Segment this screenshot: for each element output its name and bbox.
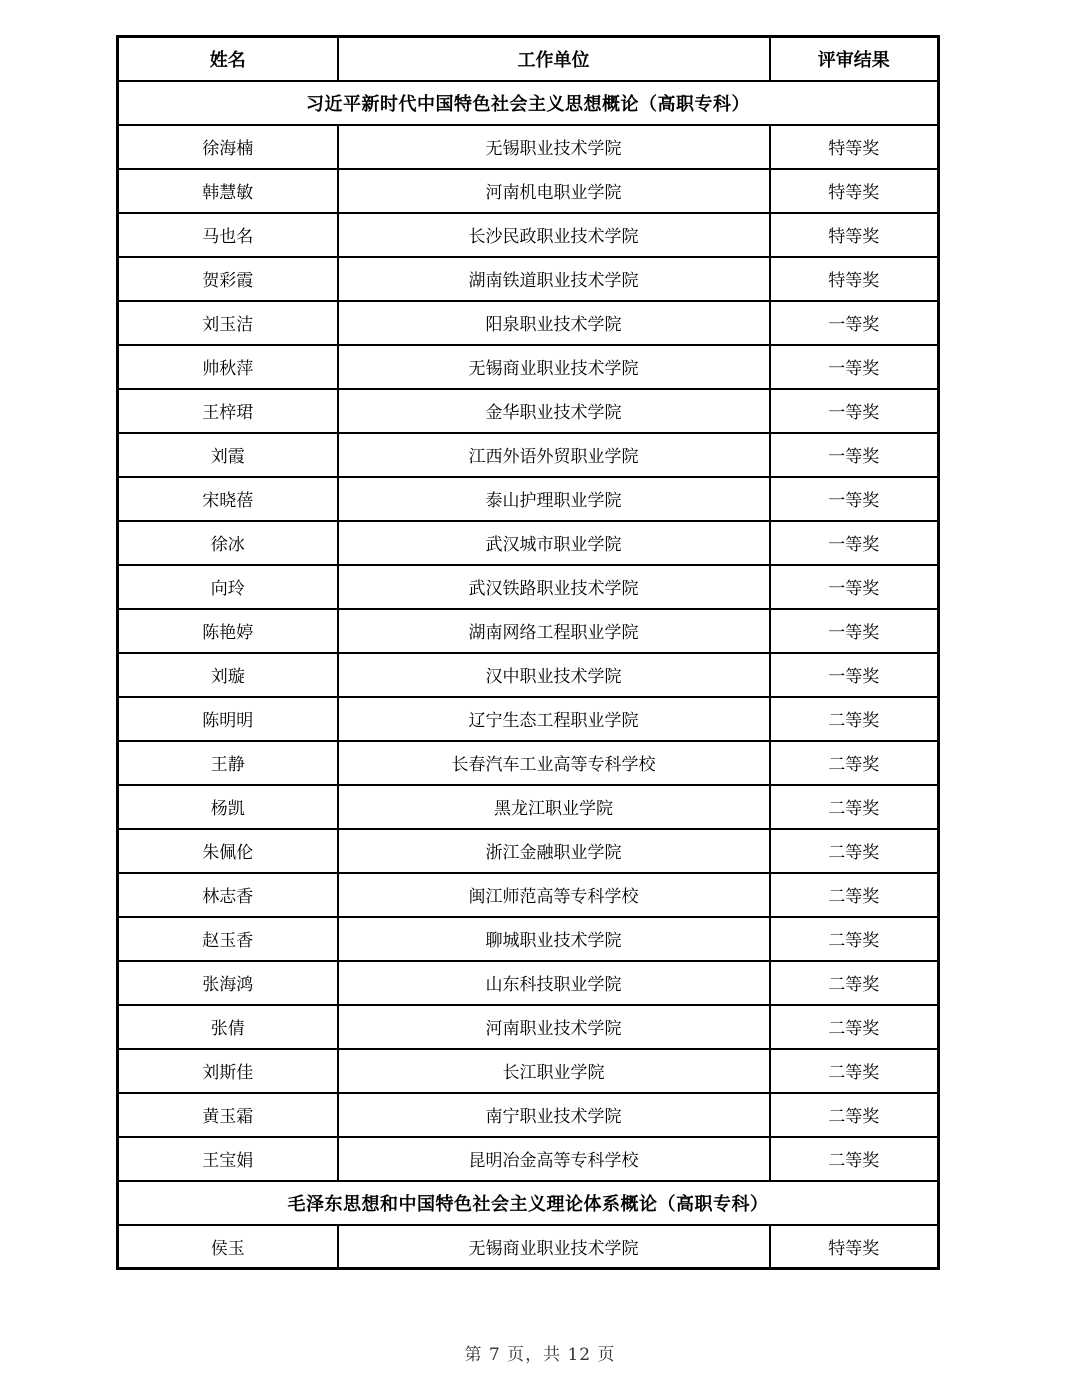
table-row (118, 829, 939, 873)
cell-name: 张倩 (118, 1005, 338, 1049)
cell-work-unit: 黑龙江职业学院 (338, 785, 770, 829)
cell-work-unit: 山东科技职业学院 (338, 961, 770, 1005)
cell-name: 杨凯 (118, 785, 338, 829)
table-row (118, 213, 939, 257)
table-row (118, 521, 939, 565)
table-row (118, 345, 939, 389)
cell-review-result: 二等奖 (770, 917, 939, 961)
cell-name: 贺彩霞 (118, 257, 338, 301)
cell-name: 宋晓蓓 (118, 477, 338, 521)
table-row (118, 1093, 939, 1137)
cell-work-unit: 无锡职业技术学院 (338, 125, 770, 169)
cell-work-unit: 聊城职业技术学院 (338, 917, 770, 961)
cell-work-unit: 浙江金融职业学院 (338, 829, 770, 873)
cell-name: 马也名 (118, 213, 338, 257)
cell-review-result: 一等奖 (770, 653, 939, 697)
cell-name: 刘玉洁 (118, 301, 338, 345)
cell-name: 朱佩伦 (118, 829, 338, 873)
cell-name: 侯玉 (118, 1225, 338, 1269)
table-row (118, 609, 939, 653)
cell-review-result: 特等奖 (770, 125, 939, 169)
cell-work-unit: 湖南铁道职业技术学院 (338, 257, 770, 301)
cell-work-unit: 长沙民政职业技术学院 (338, 213, 770, 257)
table-row (118, 653, 939, 697)
cell-review-result: 特等奖 (770, 1225, 939, 1269)
table-row (118, 565, 939, 609)
cell-review-result: 二等奖 (770, 1137, 939, 1181)
cell-name: 刘璇 (118, 653, 338, 697)
cell-name: 王静 (118, 741, 338, 785)
table-row (118, 257, 939, 301)
table-row (118, 1049, 939, 1093)
cell-review-result: 一等奖 (770, 389, 939, 433)
table-header-row (118, 37, 939, 81)
section-header-row (118, 1181, 939, 1225)
cell-name: 徐冰 (118, 521, 338, 565)
table-row (118, 125, 939, 169)
cell-name: 刘斯佳 (118, 1049, 338, 1093)
cell-name: 王梓珺 (118, 389, 338, 433)
cell-review-result: 二等奖 (770, 741, 939, 785)
cell-work-unit: 湖南网络工程职业学院 (338, 609, 770, 653)
cell-name: 徐海楠 (118, 125, 338, 169)
cell-work-unit: 闽江师范高等专科学校 (338, 873, 770, 917)
table-row (118, 917, 939, 961)
column-header-work-unit: 工作单位 (338, 37, 770, 81)
cell-name: 黄玉霜 (118, 1093, 338, 1137)
cell-name: 向玲 (118, 565, 338, 609)
cell-name: 韩慧敏 (118, 169, 338, 213)
section-title: 习近平新时代中国特色社会主义思想概论（高职专科） (118, 81, 939, 125)
cell-review-result: 二等奖 (770, 1005, 939, 1049)
table-row (118, 785, 939, 829)
table-row (118, 433, 939, 477)
column-header-review-result: 评审结果 (770, 37, 939, 81)
cell-work-unit: 昆明冶金高等专科学校 (338, 1137, 770, 1181)
cell-name: 王宝娟 (118, 1137, 338, 1181)
cell-review-result: 二等奖 (770, 785, 939, 829)
cell-review-result: 一等奖 (770, 609, 939, 653)
cell-work-unit: 金华职业技术学院 (338, 389, 770, 433)
column-header-name: 姓名 (118, 37, 338, 81)
table-row (118, 741, 939, 785)
table-row (118, 169, 939, 213)
cell-name: 陈明明 (118, 697, 338, 741)
cell-work-unit: 河南职业技术学院 (338, 1005, 770, 1049)
table-row (118, 301, 939, 345)
award-results-table (116, 35, 940, 1270)
cell-work-unit: 汉中职业技术学院 (338, 653, 770, 697)
cell-name: 张海鸿 (118, 961, 338, 1005)
page-number-footer: 第 7 页，共 12 页 (464, 1345, 616, 1365)
cell-work-unit: 长江职业学院 (338, 1049, 770, 1093)
cell-review-result: 二等奖 (770, 697, 939, 741)
cell-work-unit: 河南机电职业学院 (338, 169, 770, 213)
cell-work-unit: 南宁职业技术学院 (338, 1093, 770, 1137)
cell-review-result: 二等奖 (770, 1049, 939, 1093)
table-row (118, 1137, 939, 1181)
cell-review-result: 特等奖 (770, 257, 939, 301)
cell-review-result: 一等奖 (770, 565, 939, 609)
cell-name: 林志香 (118, 873, 338, 917)
cell-name: 帅秋萍 (118, 345, 338, 389)
cell-review-result: 特等奖 (770, 213, 939, 257)
cell-work-unit: 武汉铁路职业技术学院 (338, 565, 770, 609)
cell-work-unit: 泰山护理职业学院 (338, 477, 770, 521)
cell-work-unit: 武汉城市职业学院 (338, 521, 770, 565)
cell-work-unit: 辽宁生态工程职业学院 (338, 697, 770, 741)
cell-review-result: 二等奖 (770, 829, 939, 873)
cell-review-result: 二等奖 (770, 873, 939, 917)
cell-review-result: 一等奖 (770, 433, 939, 477)
cell-name: 赵玉香 (118, 917, 338, 961)
cell-work-unit: 江西外语外贸职业学院 (338, 433, 770, 477)
cell-review-result: 二等奖 (770, 961, 939, 1005)
table-row (118, 1005, 939, 1049)
table-row (118, 1225, 939, 1269)
cell-work-unit: 阳泉职业技术学院 (338, 301, 770, 345)
cell-work-unit: 无锡商业职业技术学院 (338, 1225, 770, 1269)
cell-work-unit: 无锡商业职业技术学院 (338, 345, 770, 389)
cell-review-result: 一等奖 (770, 521, 939, 565)
cell-review-result: 一等奖 (770, 345, 939, 389)
cell-work-unit: 长春汽车工业高等专科学校 (338, 741, 770, 785)
cell-name: 陈艳婷 (118, 609, 338, 653)
cell-review-result: 一等奖 (770, 301, 939, 345)
table-row (118, 697, 939, 741)
table-row (118, 961, 939, 1005)
table-row (118, 389, 939, 433)
section-title: 毛泽东思想和中国特色社会主义理论体系概论（高职专科） (118, 1181, 939, 1225)
cell-review-result: 一等奖 (770, 477, 939, 521)
table-row (118, 477, 939, 521)
cell-review-result: 特等奖 (770, 169, 939, 213)
cell-review-result: 二等奖 (770, 1093, 939, 1137)
cell-name: 刘霞 (118, 433, 338, 477)
section-header-row (118, 81, 939, 125)
table-row (118, 873, 939, 917)
